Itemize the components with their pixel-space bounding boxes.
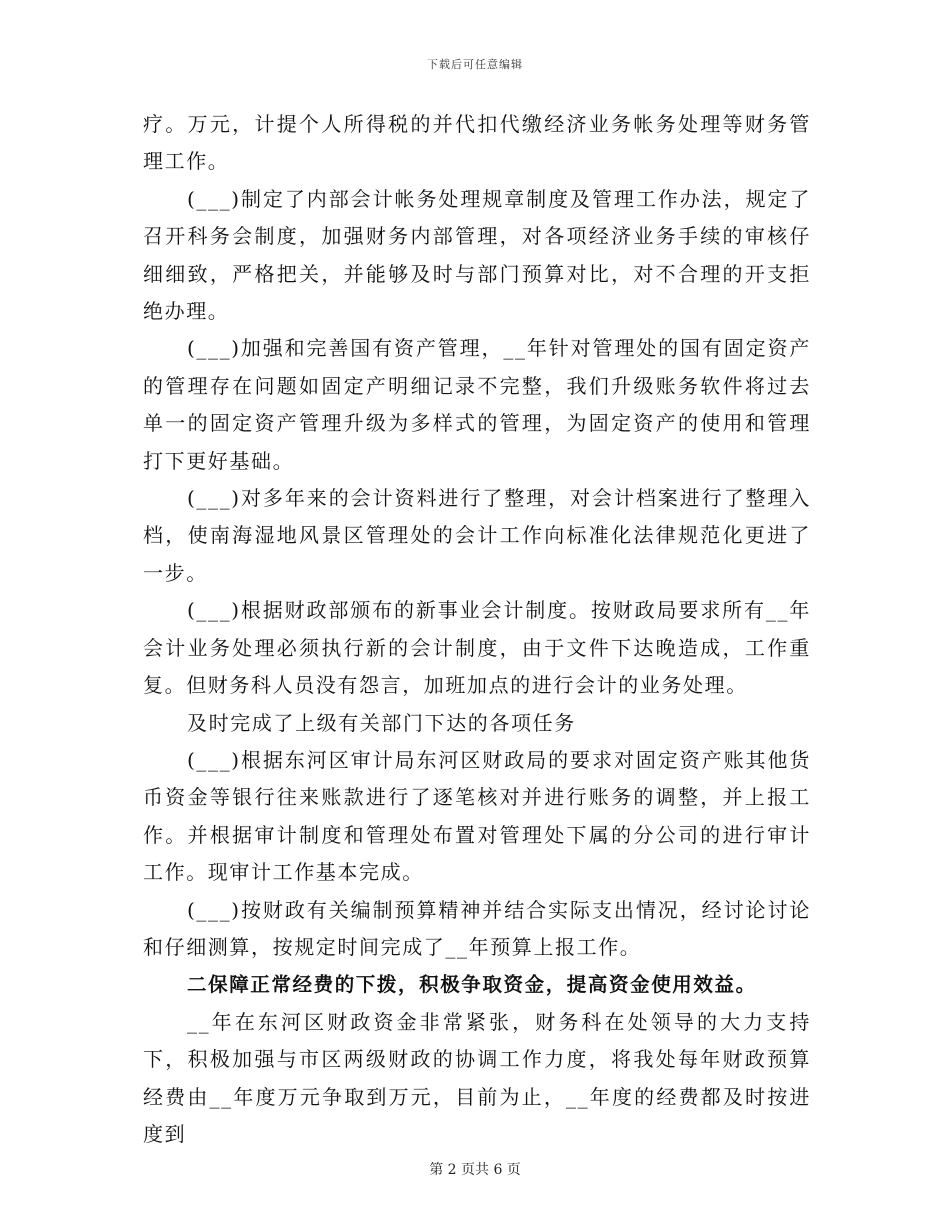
document-body <box>143 106 811 1153</box>
paragraph-1: 疗。万元，计提个人所得税的并代扣代缴经济业务帐务处理等财务管理工作。 <box>143 112 811 174</box>
paragraph-6: 及时完成了上级有关部门下达的各项任务 <box>187 710 576 735</box>
paragraph-8: (___)按财政有关编制预算精神并结合实际支出情况，经讨论讨论和仔细测算，按规定时间完成了__年预算上报工作。 <box>143 897 811 959</box>
page-number: 第 2 页共 6 页 <box>429 1162 521 1178</box>
section-heading: 二保障正常经费的下拨，积极争取资金，提高资金使用效益。 <box>187 973 757 997</box>
header-note: 下载后可任意编辑 <box>427 58 523 71</box>
paragraph-5: (___)根据财政部颁布的新事业会计制度。按财政局要求所有__年会计业务处理必须执行新的会计制度，由于文件下达晚造成，工作重复。但财务科人员没有怨言，加班加点的进行会计的业务处理。 <box>143 598 811 698</box>
paragraph-7: (___)根据东河区审计局东河区财政局的要求对固定资产账其他货币资金等银行往来账款进行了逐笔核对并进行账务的调整，并上报工作。并根据审计制度和管理处布置对管理处下属的分公司的进行审计工作。现审计工作基本完成。 <box>143 747 811 885</box>
paragraph-4: (___)对多年来的会计资料进行了整理，对会计档案进行了整理入档，使南海湿地风景区管理处的会计工作向标准化法律规范化更进了一步。 <box>143 486 811 585</box>
paragraph-3: (___)加强和完善国有资产管理，__年针对管理处的国有固定资产的管理存在问题如固定产明细记录不完整，我们升级账务软件将过去单一的固定资产管理升级为多样式的管理，为固定资产的使用和管理打下更好基础。 <box>143 336 811 473</box>
paragraph-10: __年在东河区财政资金非常紧张，财务科在处领导的大力支持下，积极加强与市区两级财政的协调工作力度，将我处每年财政预算经费由__年度万元争取到万元，目前为止，__年度的经费都及时按进度到 <box>143 1009 811 1146</box>
paragraph-2: (___)制定了内部会计帐务处理规章制度及管理工作办法，规定了召开科务会制度，加强财务内部管理，对各项经济业务手续的审核仔细细致，严格把关，并能够及时与部门预算对比，对不合理的开支拒绝办理。 <box>143 186 811 324</box>
